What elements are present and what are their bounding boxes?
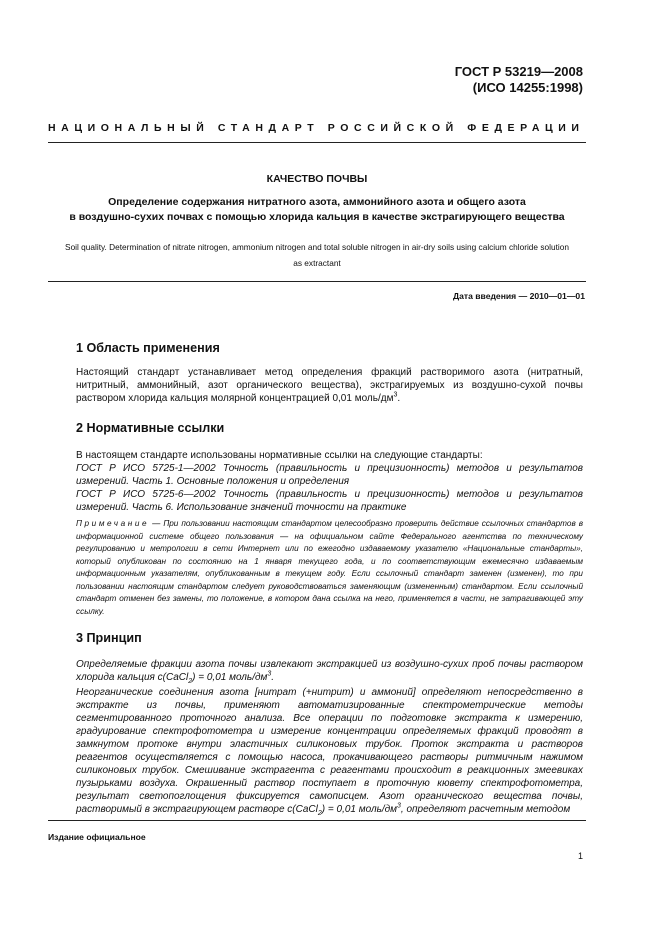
note-text: — При пользовании настоящим стандартом целесообразно проверить действие ссылочных стандартов в информационной системе общего пользования — на официальном сайте Федерального агентства по техническому регулированию и метрологии в сети Интернет или по ежегодно издаваемому указателю «Национальные стандарты», который опубликован по состоянию на 1 января текущего года, и по соответствующим ежемесячно издаваемым информационным указателям, опубликованным в текущем году. Если ссылочный стандарт заменен (изменен), то при пользовании настоящим стандартом следует руководствоваться заменяющим (измененным) стандартом. Если ссылочный стандарт отменен без замены, то положение, в котором дана ссылка на него, применяется в части, не затрагивающей эту ссылку. [76, 519, 583, 616]
document-subtitle [48, 195, 586, 225]
edition-label: Издание официальное [48, 832, 146, 842]
section-heading: 2 Нормативные ссылки [76, 421, 225, 435]
standard-designation [455, 64, 583, 96]
section-heading: 3 Принцип [76, 631, 142, 645]
gost-number: ГОСТ Р 53219—2008 [454, 64, 583, 79]
document-title: КАЧЕСТВО ПОЧВЫ [266, 173, 368, 185]
reference-item: ГОСТ Р ИСО 5725-6—2002 Точность (правильность и прецизионность) методов и результатов измерений. Часть 6. Использование значений точности на практике [76, 489, 583, 513]
iso-number: (ИСО 14255:1998) [472, 80, 583, 95]
page-number: 1 [577, 851, 583, 861]
divider [48, 281, 586, 282]
section-paragraph: Настоящий стандарт устанавливает метод определения фракций растворимого азота (нитратный, нитритный, аммонийный, азот органического вещества), экстрагируемых из воздушно-сухой почвы раствором хлорида кальция молярной концентрацией 0,01 моль/$дм^3$. [76, 367, 583, 404]
introduction-date: Дата введения — 2010—01—01 [452, 291, 585, 301]
subtitle-line: Определение содержания нитратного азота, аммонийного азота и общего азота [108, 196, 526, 208]
section-paragraph: Определяемые фракции азота почвы извлекают экстракцией из воздушно-сухих проб почвы раствором хлорида кальция c(CaCl$_2$) = 0,01 моль/$дм^3$. [76, 659, 583, 685]
divider [48, 142, 586, 143]
reference-item: ГОСТ Р ИСО 5725-1—2002 Точность (правильность и прецизионность) методов и результатов измерений. Часть 1. Основные положения и определения [76, 463, 583, 487]
english-title: Soil quality. Determination of nitrate nitrogen, ammonium nitrogen and total soluble nitrogen in air-dry soils using calcium chloride solution as extractant [65, 242, 569, 268]
section-heading: 1 Область применения [76, 341, 220, 355]
section-paragraph: В настоящем стандарте использованы нормативные ссылки на следующие стандарты: [76, 450, 483, 461]
subtitle-line: в воздушно-сухих почвах с помощью хлорида кальция в качестве экстрагирующего вещества [69, 211, 565, 223]
national-standard-banner: НАЦИОНАЛЬНЫЙ СТАНДАРТ РОССИЙСКОЙ ФЕДЕРАЦИИ [48, 122, 585, 134]
divider [48, 820, 586, 821]
note-label: Примечание [76, 519, 150, 528]
note [76, 518, 583, 618]
section-paragraph: Неорганические соединения азота [нитрат (+нитрит) и аммоний] определяют непосредственно в экстракте из почвы, применяют автоматизированные спектрометрические методы сегментированного проточного анализа. Все операции по подготовке экстракта к измерению, градуирование спектрофотометра и измерение концентрации определяемых фракций проводят в замкнутом протоке внутри эластичных силиконовых трубок. Проток экстракта и растворов реагентов осуществляется с помощью насоса, прокачивающего растворы ритмичным нажимом силиконовых трубок. Смешивание экстрагента с реагентами происходит в реакционных змеевиках пузырьками воздуха. Окрашенный раствор поступает в проточную кювету спектрофотометра, результат светопоглощения фиксируется самописцем. Азот органического вещества почвы, растворимый в экстрагирующем растворе c(CaCl$_2$) = 0,01 моль/$дм^3$, определяют расчетным методом [76, 687, 583, 817]
